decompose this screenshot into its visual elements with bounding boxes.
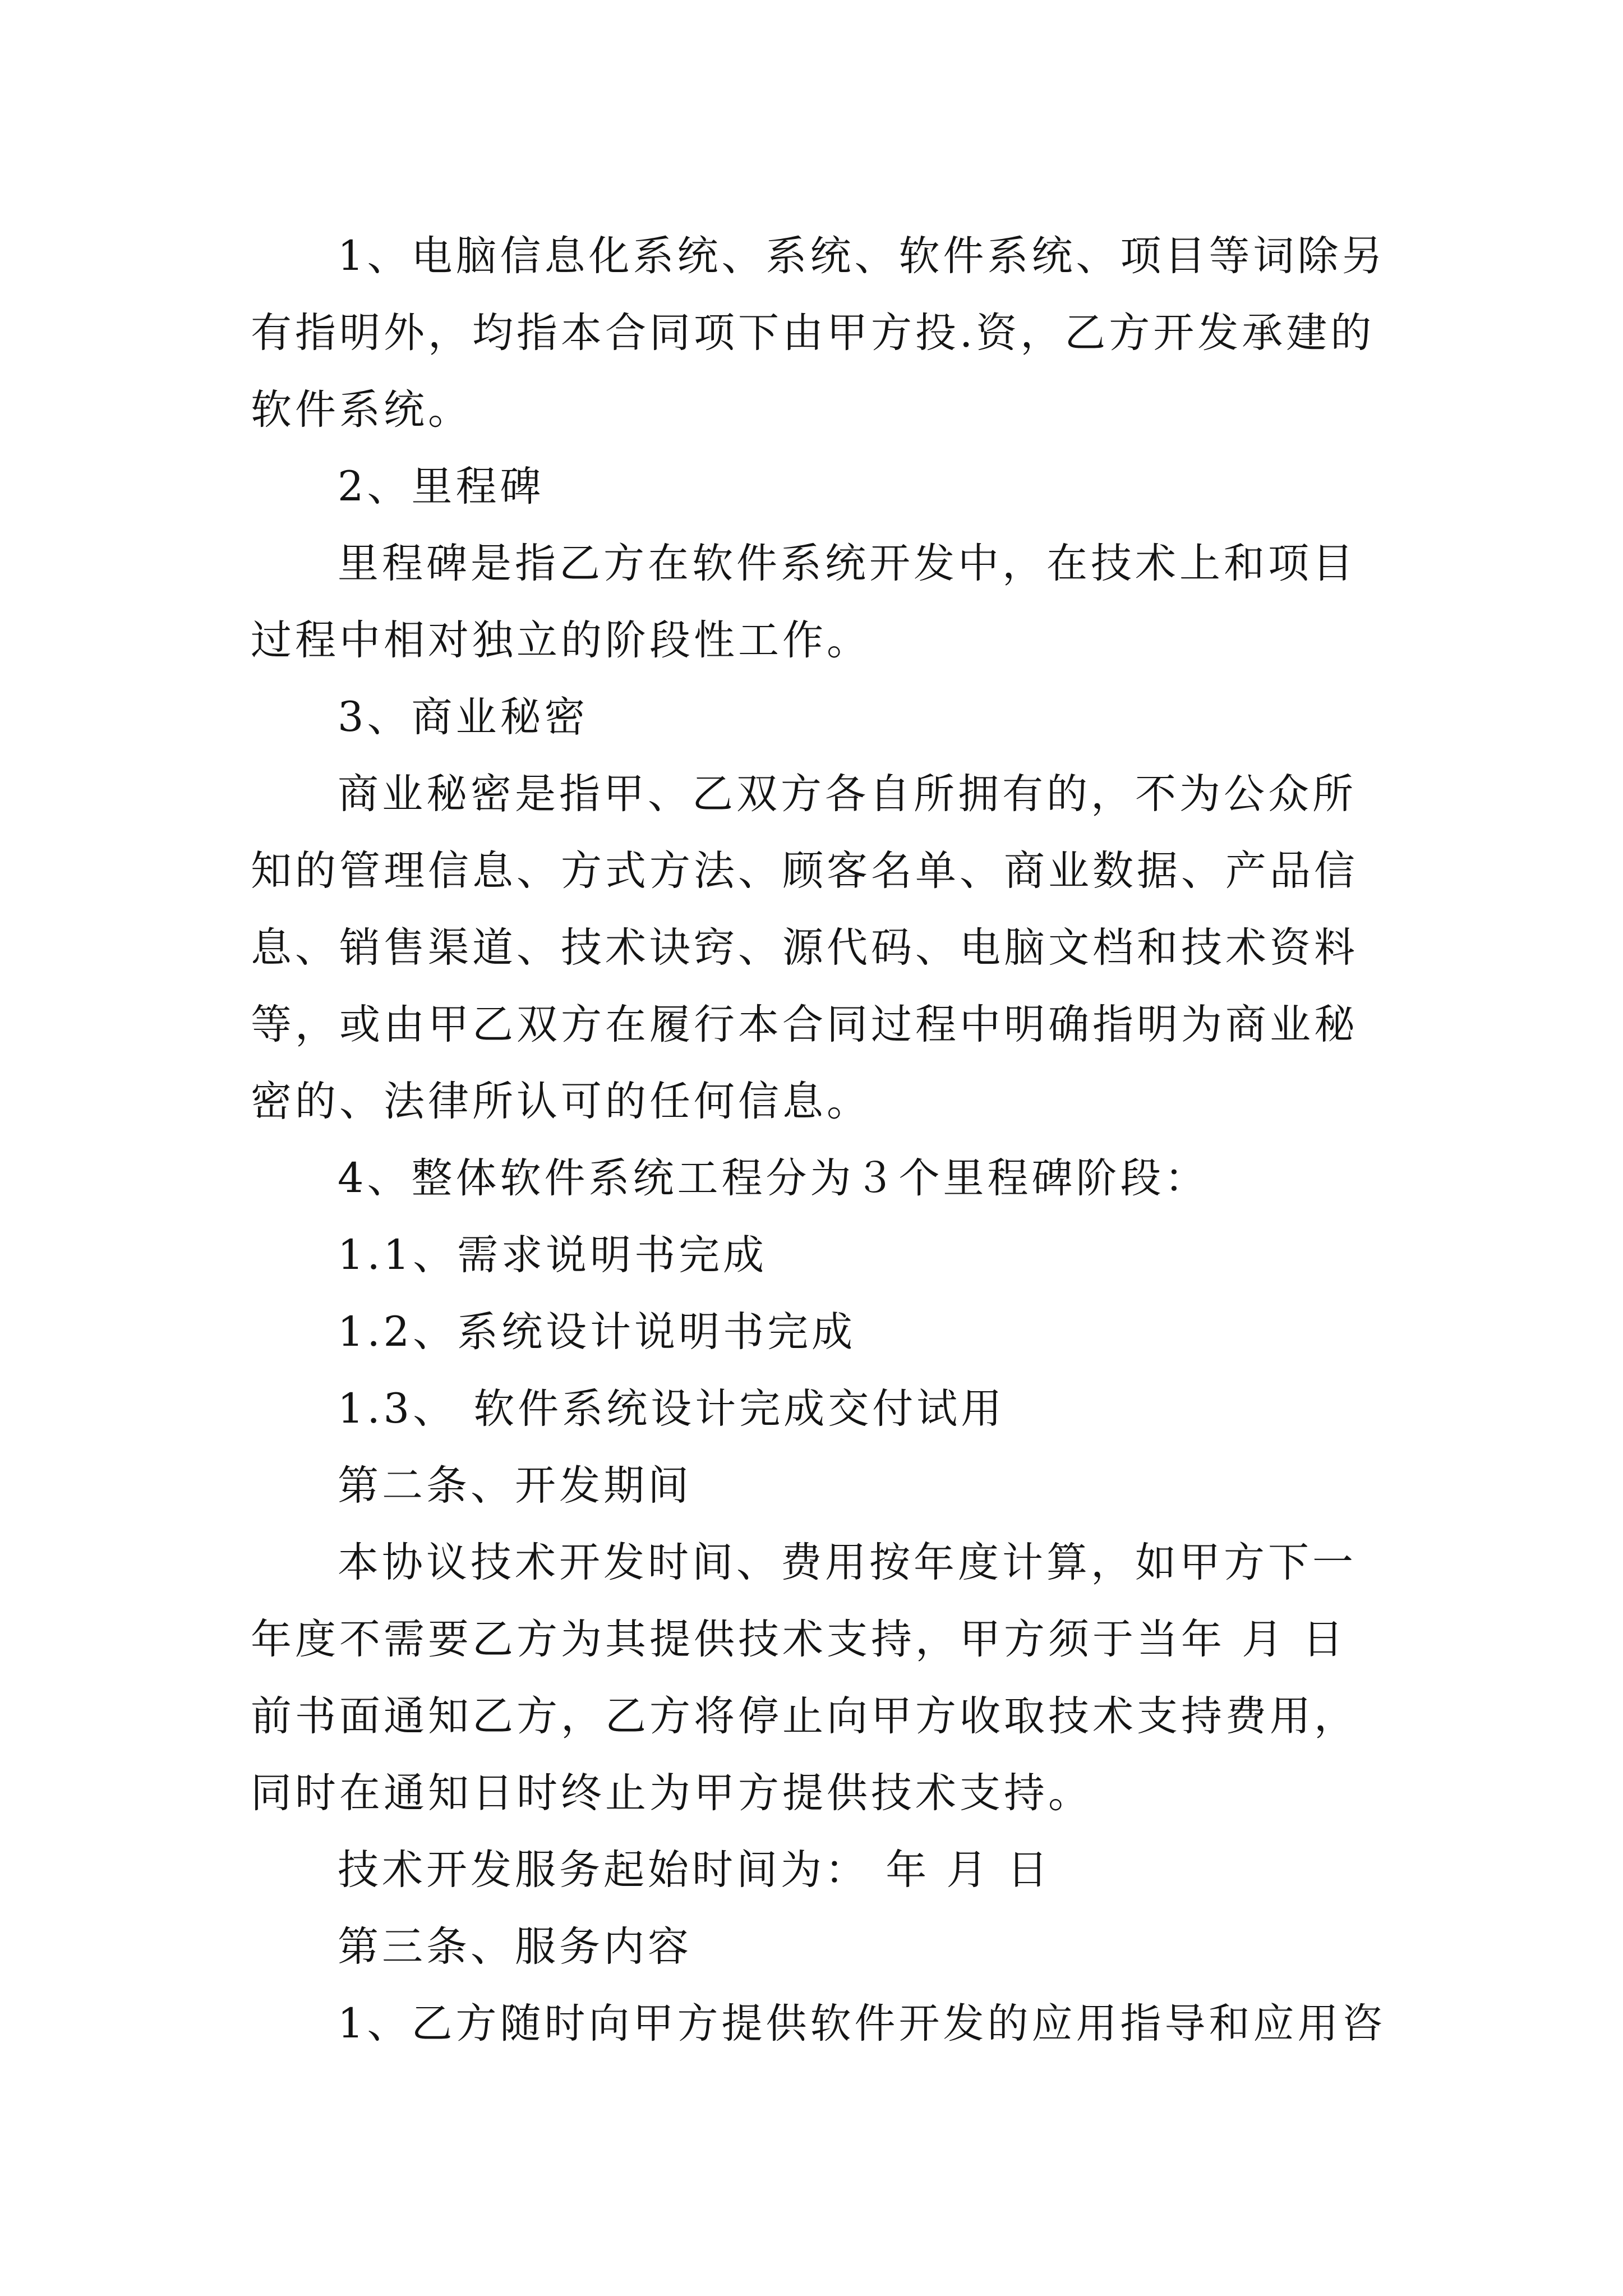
paragraph-milestone-phases: 4、整体软件系统工程分为３个里程碑阶段： [338,1154,1209,1202]
section-heading-article-3: 第三条、服务内容 [338,1923,692,1971]
paragraph-definition-system: 1、电脑信息化系统、系统、软件系统、项目等词除另有指明外，均指本合同项下由甲方投.资，乙方开发承建的软件系统。 [251,232,1386,434]
paragraph-phase-1-3: 1.3、 软件系统设计完成交付试用 [338,1385,1006,1433]
paragraph-service-content-1: 1、乙方随时向甲方提供软件开发的应用指导和应用咨 [338,2000,1386,2047]
paragraph-trade-secret-heading: 3、商业秘密 [338,693,589,741]
paragraph-phase-1-2: 1.2、系统设计说明书完成 [338,1308,856,1356]
paragraph-milestone-definition: 里程碑是指乙方在软件系统开发中，在技术上和项目过程中相对独立的阶段性工作。 [251,540,1357,664]
document-body [251,218,1389,2062]
paragraph-development-period: 本协议技术开发时间、费用按年度计算，如甲方下一年度不需要乙方为其提供技术支持，甲方须于当年 月 日前书面通知乙方，乙方将停止向甲方收取技术支持费用，同时在通知日时终止为甲方提供技术支持。 [251,1539,1358,1817]
paragraph-service-start-date: 技术开发服务起始时间为： 年 月 日 [338,1846,1052,1894]
paragraph-trade-secret-definition: 商业秘密是指甲、乙双方各自所拥有的，不为公众所知的管理信息、方式方法、顾客名单、商业数据、产品信息、销售渠道、技术诀窍、源代码、电脑文档和技术资料等，或由甲乙双方在履行本合同过程中明确指明为商业秘密的、法律所认可的任何信息。 [251,770,1358,1125]
paragraph-phase-1-1: 1.1、需求说明书完成 [338,1231,768,1279]
paragraph-milestone-heading: 2、里程碑 [338,463,545,510]
section-heading-article-2: 第二条、开发期间 [338,1462,692,1510]
